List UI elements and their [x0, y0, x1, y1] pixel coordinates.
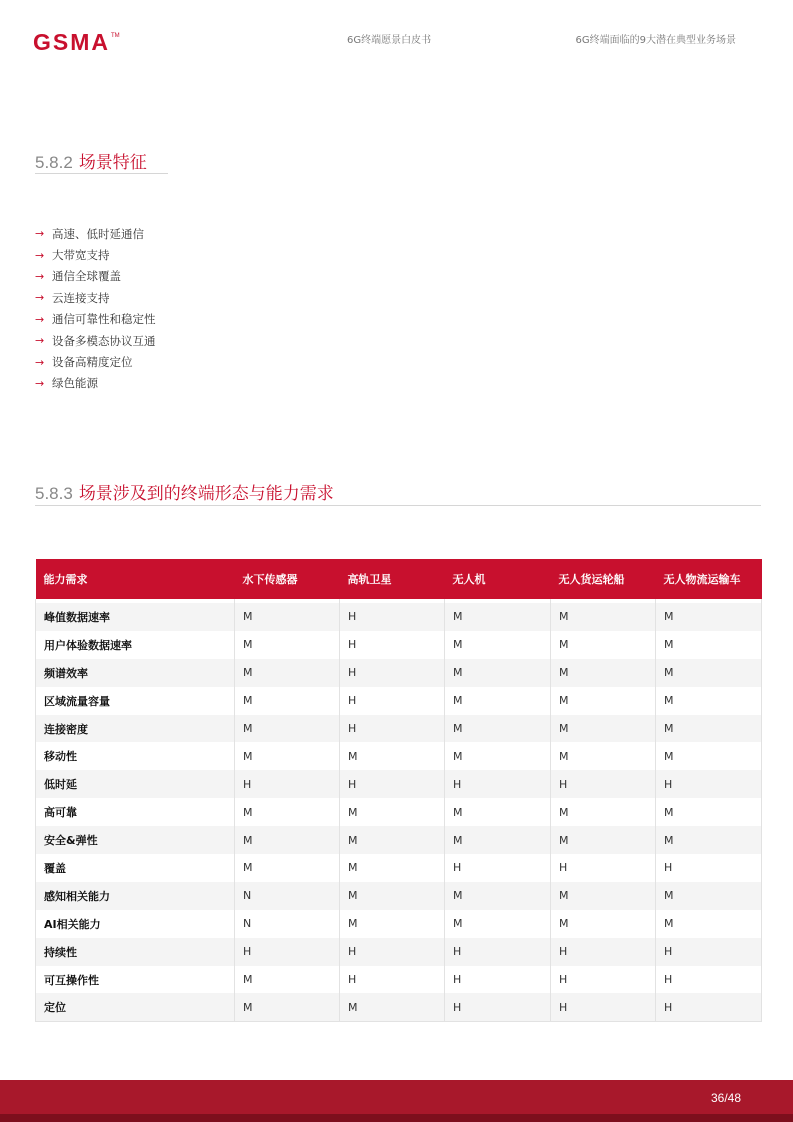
- requirement-level-cell: H: [445, 993, 551, 1021]
- arrow-right-icon: →: [35, 248, 45, 262]
- feature-text: 通信可靠性和稳定性: [52, 312, 156, 327]
- requirement-level-cell: M: [235, 659, 340, 687]
- requirement-level-cell: M: [340, 993, 445, 1021]
- feature-text: 绿色能源: [52, 376, 98, 391]
- table-row: [36, 770, 762, 798]
- requirement-level-cell: M: [656, 910, 762, 938]
- section-number: 5.8.3: [35, 484, 73, 503]
- table-row: [36, 603, 762, 631]
- requirement-level-cell: M: [551, 687, 656, 715]
- footer-bar: [0, 1080, 793, 1114]
- feature-text: 通信全球覆盖: [52, 269, 121, 284]
- requirement-level-cell: M: [445, 742, 551, 770]
- capability-name-cell: 高可靠: [36, 798, 235, 826]
- requirement-level-cell: H: [340, 603, 445, 631]
- requirement-level-cell: M: [235, 854, 340, 882]
- table-row: [36, 826, 762, 854]
- capability-name-cell: 移动性: [36, 742, 235, 770]
- arrow-right-icon: →: [35, 269, 45, 283]
- requirement-level-cell: M: [656, 659, 762, 687]
- section-heading-requirements: [35, 479, 334, 504]
- requirement-level-cell: M: [235, 826, 340, 854]
- requirement-level-cell: H: [656, 938, 762, 966]
- requirement-level-cell: M: [340, 826, 445, 854]
- requirement-level-cell: M: [656, 742, 762, 770]
- requirement-level-cell: H: [340, 687, 445, 715]
- requirement-level-cell: M: [656, 826, 762, 854]
- capability-name-cell: 定位: [36, 993, 235, 1021]
- feature-text: 设备高精度定位: [52, 355, 133, 370]
- requirement-level-cell: M: [551, 742, 656, 770]
- table-header-cell: 无人货运轮船: [551, 559, 656, 599]
- requirement-level-cell: M: [551, 826, 656, 854]
- requirement-level-cell: M: [656, 882, 762, 910]
- requirement-level-cell: H: [445, 938, 551, 966]
- table-row: [36, 798, 762, 826]
- requirement-level-cell: H: [551, 854, 656, 882]
- requirement-level-cell: H: [340, 938, 445, 966]
- feature-list-item: [35, 330, 156, 351]
- gsma-logo: [33, 31, 120, 53]
- requirement-level-cell: H: [551, 938, 656, 966]
- feature-text: 大带宽支持: [52, 248, 110, 263]
- section-heading-features: [35, 148, 147, 173]
- requirement-level-cell: M: [656, 631, 762, 659]
- table-header-row: [36, 559, 762, 599]
- requirement-level-cell: M: [235, 993, 340, 1021]
- table-header-cell: 能力需求: [36, 559, 235, 599]
- arrow-right-icon: →: [35, 291, 45, 305]
- requirement-level-cell: M: [445, 715, 551, 743]
- requirement-level-cell: M: [235, 966, 340, 994]
- feature-list-item: [35, 309, 156, 330]
- capability-name-cell: 峰值数据速率: [36, 603, 235, 631]
- feature-list: [35, 223, 156, 394]
- requirement-level-cell: M: [551, 910, 656, 938]
- requirement-level-cell: H: [340, 631, 445, 659]
- section-number: 5.8.2: [35, 153, 73, 172]
- requirement-level-cell: M: [340, 742, 445, 770]
- requirement-level-cell: M: [235, 603, 340, 631]
- requirement-level-cell: N: [235, 882, 340, 910]
- capability-name-cell: 感知相关能力: [36, 882, 235, 910]
- arrow-right-icon: →: [35, 376, 45, 390]
- requirement-level-cell: M: [656, 798, 762, 826]
- logo-trademark: TM: [111, 33, 120, 39]
- table-header-cell: 无人机: [445, 559, 551, 599]
- requirement-level-cell: M: [551, 798, 656, 826]
- feature-list-item: [35, 351, 156, 372]
- requirement-level-cell: M: [445, 603, 551, 631]
- capability-name-cell: 用户体验数据速率: [36, 631, 235, 659]
- table-row: [36, 993, 762, 1021]
- requirement-level-cell: M: [340, 910, 445, 938]
- feature-list-item: [35, 287, 156, 308]
- requirement-level-cell: M: [235, 715, 340, 743]
- requirement-level-cell: M: [445, 631, 551, 659]
- capability-name-cell: 区域流量容量: [36, 687, 235, 715]
- arrow-right-icon: →: [35, 334, 45, 348]
- requirement-level-cell: H: [340, 715, 445, 743]
- requirement-level-cell: M: [551, 659, 656, 687]
- table-row: [36, 742, 762, 770]
- requirement-level-cell: M: [445, 882, 551, 910]
- requirement-level-cell: M: [235, 631, 340, 659]
- header-document-title: 6G终端愿景白皮书: [347, 35, 432, 46]
- feature-list-item: [35, 244, 156, 265]
- heading-divider: [35, 505, 761, 506]
- requirement-level-cell: H: [235, 770, 340, 798]
- feature-text: 云连接支持: [52, 290, 110, 305]
- requirement-level-cell: M: [235, 742, 340, 770]
- capability-name-cell: 频谱效率: [36, 659, 235, 687]
- table-row: [36, 882, 762, 910]
- requirement-level-cell: H: [656, 770, 762, 798]
- table-row: [36, 938, 762, 966]
- arrow-right-icon: →: [35, 312, 45, 326]
- logo-text: GSMA: [33, 29, 110, 55]
- table-row: [36, 659, 762, 687]
- feature-list-item: [35, 266, 156, 287]
- requirement-level-cell: M: [551, 882, 656, 910]
- requirement-level-cell: M: [235, 798, 340, 826]
- table-row: [36, 910, 762, 938]
- requirement-level-cell: M: [340, 882, 445, 910]
- requirement-level-cell: H: [551, 966, 656, 994]
- arrow-right-icon: →: [35, 227, 45, 241]
- requirement-level-cell: M: [445, 687, 551, 715]
- requirement-level-cell: H: [445, 966, 551, 994]
- capability-name-cell: 持续性: [36, 938, 235, 966]
- feature-list-item: [35, 223, 156, 244]
- requirement-level-cell: M: [445, 826, 551, 854]
- heading-divider: [35, 173, 168, 174]
- section-title-text: 场景涉及到的终端形态与能力需求: [78, 484, 334, 504]
- capability-name-cell: 可互操作性: [36, 966, 235, 994]
- table-header-cell: 高轨卫星: [340, 559, 445, 599]
- table-header-cell: 无人物流运输车: [656, 559, 762, 599]
- requirement-level-cell: M: [340, 798, 445, 826]
- capability-name-cell: 覆盖: [36, 854, 235, 882]
- table-row: [36, 631, 762, 659]
- requirement-level-cell: M: [656, 603, 762, 631]
- capability-name-cell: AI相关能力: [36, 910, 235, 938]
- table-row: [36, 715, 762, 743]
- page-number: 36/48: [710, 1091, 741, 1105]
- requirement-level-cell: H: [445, 770, 551, 798]
- requirement-level-cell: H: [551, 770, 656, 798]
- capability-name-cell: 安全&弹性: [36, 826, 235, 854]
- requirement-level-cell: H: [656, 993, 762, 1021]
- table-row: [36, 687, 762, 715]
- footer-bottom-band: [0, 1114, 793, 1122]
- requirement-level-cell: H: [235, 938, 340, 966]
- feature-text: 设备多模态协议互通: [52, 333, 156, 348]
- capability-name-cell: 低时延: [36, 770, 235, 798]
- requirement-level-cell: H: [656, 966, 762, 994]
- requirement-level-cell: M: [656, 687, 762, 715]
- requirement-level-cell: M: [551, 603, 656, 631]
- requirement-level-cell: M: [445, 659, 551, 687]
- requirement-level-cell: H: [340, 659, 445, 687]
- table-row: [36, 854, 762, 882]
- section-title-text: 场景特征: [78, 153, 147, 173]
- requirement-level-cell: M: [340, 854, 445, 882]
- feature-list-item: [35, 373, 156, 394]
- feature-text: 高速、低时延通信: [52, 226, 144, 241]
- table-header-cell: 水下传感器: [235, 559, 340, 599]
- requirement-level-cell: M: [445, 798, 551, 826]
- requirement-level-cell: M: [656, 715, 762, 743]
- requirement-level-cell: N: [235, 910, 340, 938]
- requirement-level-cell: H: [340, 966, 445, 994]
- capability-name-cell: 连接密度: [36, 715, 235, 743]
- requirement-level-cell: H: [551, 993, 656, 1021]
- arrow-right-icon: →: [35, 355, 45, 369]
- requirement-level-cell: H: [340, 770, 445, 798]
- table-row: [36, 966, 762, 994]
- requirement-level-cell: H: [445, 854, 551, 882]
- requirement-level-cell: M: [551, 631, 656, 659]
- header-chapter-title: 6G终端面临的9大潜在典型业务场景: [575, 35, 736, 46]
- requirement-level-cell: M: [445, 910, 551, 938]
- requirements-table: [35, 559, 762, 1022]
- requirement-level-cell: M: [235, 687, 340, 715]
- requirement-level-cell: M: [551, 715, 656, 743]
- requirement-level-cell: H: [656, 854, 762, 882]
